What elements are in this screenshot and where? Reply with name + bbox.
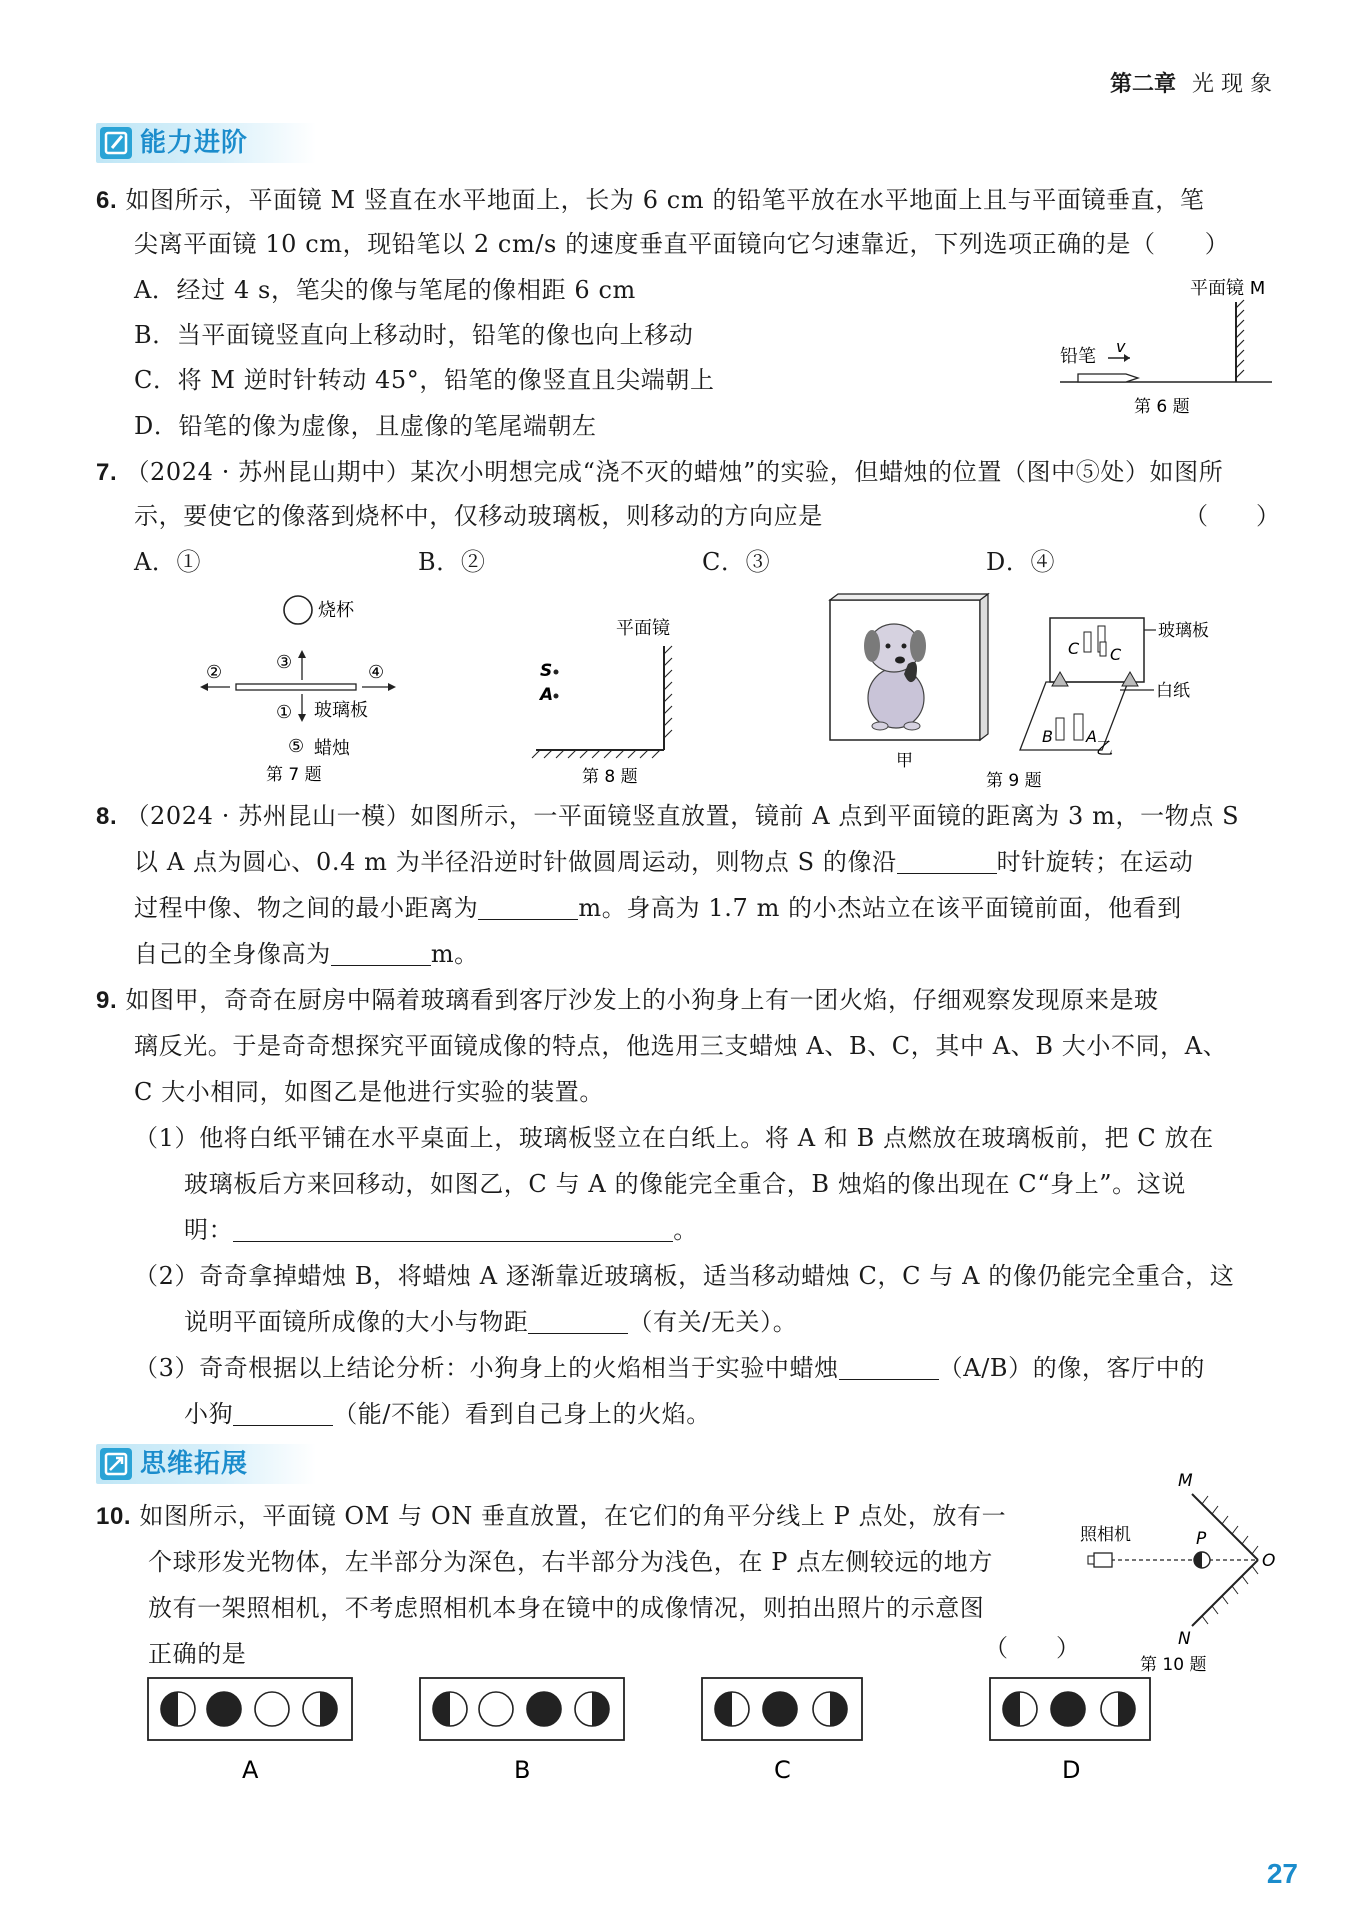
camera-icon: [1094, 1553, 1112, 1567]
point-m-label: M: [1178, 1471, 1193, 1491]
figure-caption: 第 9 题: [986, 771, 1042, 790]
question-6-line-2: 尖离平面镜 10 cm，现铅笔以 2 cm/s 的速度垂直平面镜向它匀速靠近，下列选项正确的是（ ）: [134, 230, 1230, 258]
figure-q7: [190, 588, 430, 788]
label-3: ③: [276, 652, 293, 673]
figure-q10: [1070, 1464, 1310, 1674]
velocity-label: v: [1116, 337, 1126, 356]
sphere-full-light: [479, 1692, 513, 1726]
q10-choices: [140, 1674, 1160, 1794]
q6-option-c: C．将 M 逆时针转动 45°，铅笔的像竖直且尖端朝上: [134, 366, 715, 394]
page-number: 27: [1266, 1858, 1298, 1889]
choice-d-label: D: [1062, 1756, 1081, 1784]
question-10-line-2: 个球形发光物体，左半部分为深色，右半部分为浅色，在 P 点左侧较远的地方: [148, 1548, 994, 1576]
choice-b-label: B: [514, 1756, 531, 1784]
sphere-full-dark: [763, 1692, 797, 1726]
figure-q9: [820, 590, 1240, 790]
sphere-left-dark: [433, 1692, 467, 1726]
arrow-down-head-icon: [298, 714, 306, 722]
arrow-right-head-icon: [388, 683, 396, 691]
section-title-extension: 思维拓展: [140, 1449, 249, 1479]
figure-q8: [520, 610, 680, 790]
q9-sub2-line-1: （2）奇奇拿掉蜡烛 B，将蜡烛 A 逐渐靠近玻璃板，适当移动蜡烛 C，C 与 A 的像仍能完全重合，这: [134, 1262, 1235, 1290]
beaker-circle: [284, 596, 312, 624]
question-number: 7.: [96, 459, 118, 486]
question-number: 9.: [96, 987, 118, 1014]
sphere-right-dark: [575, 1692, 609, 1726]
point-a: [554, 694, 559, 699]
label-a: A: [1086, 727, 1097, 746]
answer-blank-can-see[interactable]: [233, 1401, 333, 1426]
sphere-right-dark: [1101, 1692, 1135, 1726]
q7-option-a: A．①: [134, 548, 202, 576]
choice-c-label: C: [774, 1756, 791, 1784]
label-5: ⑤: [288, 736, 305, 757]
candle-a: [1074, 714, 1083, 740]
answer-blank-related[interactable]: [528, 1309, 628, 1334]
arrow-up-head-icon: [298, 650, 306, 658]
figure-yi-label: 乙: [1096, 739, 1113, 759]
candle-c1: [1084, 632, 1091, 652]
choice-a-option[interactable]: [148, 1678, 352, 1740]
label-2: ②: [206, 662, 223, 683]
label-4: ④: [368, 662, 385, 683]
question-7-line-1: 7. （2024 · 苏州昆山期中）某次小明想完成“浇不灭的蜡烛”的实验，但蜡烛的位置（图中⑤处）如图所: [96, 458, 1224, 486]
question-8-line-4: 自己的全身像高为 m。: [134, 940, 479, 968]
point-s: [554, 670, 559, 675]
sphere-right-dark: [813, 1692, 847, 1726]
pencil-shape: [1078, 374, 1138, 382]
question-8-line-1: 8. （2024 · 苏州昆山一模）如图所示，一平面镜竖直放置，镜前 A 点到平面镜的距离为 3 m，一物点 S: [96, 802, 1240, 830]
stand-right: [1122, 672, 1138, 686]
point-n-label: N: [1178, 1629, 1191, 1649]
q9-sub2-line-2: 说明平面镜所成像的大小与物距 （有关/无关）。: [184, 1308, 798, 1336]
q7-option-d: D．④: [986, 548, 1056, 576]
sphere-left-dark: [161, 1692, 195, 1726]
question-number: 8.: [96, 803, 118, 830]
figure-caption: 第 6 题: [1134, 397, 1190, 417]
answer-blank-direction[interactable]: [897, 849, 997, 874]
window-frame-top: [830, 594, 988, 600]
question-7-line-2: 示，要使它的像落到烧杯中，仅移动玻璃板，则移动的方向应是: [134, 502, 823, 530]
question-10-line-3: 放有一架照相机，不考虑照相机本身在镜中的成像情况，则拍出照片的示意图: [148, 1594, 985, 1622]
question-number: 10.: [96, 1503, 132, 1530]
section-title-advanced: 能力进阶: [140, 128, 249, 158]
question-10-line-1: 10. 如图所示，平面镜 OM 与 ON 垂直放置，在它们的角平分线上 P 点处，放有一: [96, 1502, 1007, 1530]
beaker-label: 烧杯: [318, 600, 354, 621]
rocket-icon: [100, 1448, 132, 1480]
mirror-hatch: [664, 646, 672, 738]
point-a-label: A: [540, 685, 554, 705]
label-1: ①: [276, 702, 293, 723]
point-p-label: P: [1196, 1529, 1207, 1549]
answer-blank-candle[interactable]: [839, 1355, 939, 1380]
figure-q6: [1050, 270, 1280, 420]
q7-option-b: B．②: [418, 548, 486, 576]
page-header: [1110, 70, 1272, 100]
section-banner-extension: [96, 1444, 316, 1484]
pencil-label: 铅笔: [1060, 346, 1096, 367]
chapter-title: 光 现 象: [1192, 72, 1272, 97]
label-b: B: [1042, 727, 1053, 746]
answer-blank-conclusion[interactable]: [233, 1217, 673, 1242]
q6-option-a: A．经过 4 s，笔尖的像与笔尾的像相距 6 cm: [134, 276, 636, 304]
candle-b: [1056, 718, 1064, 740]
sphere-right-dark: [303, 1692, 337, 1726]
q9-sub1-line-2: 玻璃板后方来回移动，如图乙，C 与 A 的像能完全重合，B 烛焰的像出现在 C“身上”。这说: [184, 1170, 1186, 1198]
paper-label: 白纸: [1156, 681, 1190, 701]
sphere-full-dark: [527, 1692, 561, 1726]
question-9-line-2: 璃反光。于是奇奇想探究平面镜成像的特点，他选用三支蜡烛 A、B、C，其中 A、B 大小不同，A、: [134, 1032, 1228, 1060]
camera-label: 照相机: [1080, 1525, 1131, 1545]
question-8-line-2: 以 A 点为圆心、0.4 m 为半径沿逆时针做圆周运动，则物点 S 的像沿 时针旋转；在运动: [134, 848, 1194, 876]
choice-b-option[interactable]: [420, 1678, 624, 1740]
glass-label: 玻璃板: [314, 700, 368, 721]
stand-left: [1052, 672, 1068, 686]
point-o-label: O: [1262, 1551, 1276, 1571]
answer-blank-image-height[interactable]: [331, 941, 431, 966]
section-banner-advanced: [96, 123, 316, 163]
q6-option-d: D．铅笔的像为虚像，且虚像的笔尾端朝左: [134, 412, 597, 440]
question-9-line-1: 9. 如图甲，奇奇在厨房中隔着玻璃看到客厅沙发上的小狗身上有一团火焰，仔细观察发现原来是玻: [96, 986, 1159, 1014]
choice-a-label: A: [242, 1756, 259, 1784]
sphere-left-dark: [1003, 1692, 1037, 1726]
q7-option-c: C．③: [702, 548, 771, 576]
arrow-left-head-icon: [200, 683, 208, 691]
chapter-label: 第二章: [1109, 72, 1176, 97]
candle-label: 蜡烛: [314, 738, 350, 759]
choice-d-option[interactable]: [990, 1678, 1150, 1740]
sphere-full-dark: [1051, 1692, 1085, 1726]
question-9-line-3: C 大小相同，如图乙是他进行实验的装置。: [134, 1078, 604, 1106]
label-c1: C: [1068, 639, 1080, 658]
sphere-dark-half: [1194, 1552, 1202, 1568]
figure-jia-label: 甲: [896, 751, 913, 771]
glass-label: 玻璃板: [1158, 621, 1209, 641]
answer-parentheses: （ ）: [984, 1634, 1080, 1662]
q9-sub1-line-3: 明： 。: [184, 1216, 698, 1244]
q9-sub1-line-1: （1）他将白纸平铺在水平桌面上，玻璃板竖立在白纸上。将 A 和 B 点燃放在玻璃板前，把 C 放在: [134, 1124, 1214, 1152]
figure-caption: 第 10 题: [1140, 1655, 1207, 1674]
point-s-label: S: [540, 661, 553, 681]
sphere-full-dark: [207, 1692, 241, 1726]
candle-image: [1100, 642, 1106, 656]
question-number: 6.: [96, 187, 118, 214]
question-8-line-3: 过程中像、物之间的最小距离为 m。身高为 1.7 m 的小杰站立在该平面镜前面，他看到: [134, 894, 1182, 922]
mirror-hatch: [1236, 300, 1244, 378]
camera-lens-icon: [1088, 1556, 1094, 1564]
sphere-full-light: [255, 1692, 289, 1726]
mirror-label: 平面镜 M: [1190, 278, 1266, 299]
mirror-label: 平面镜: [616, 618, 670, 639]
q6-option-b: B．当平面镜竖直向上移动时，铅笔的像也向上移动: [134, 321, 694, 349]
figure-caption: 第 8 题: [582, 767, 638, 787]
sphere-left-dark: [715, 1692, 749, 1726]
floor-hatch: [532, 750, 660, 758]
answer-parentheses: （ ）: [1184, 502, 1280, 530]
pencil-icon: [100, 127, 132, 159]
question-10-line-4: 正确的是: [148, 1640, 247, 1668]
glass-plate: [236, 684, 356, 690]
answer-blank-min-distance[interactable]: [478, 895, 578, 920]
figure-caption: 第 7 题: [266, 765, 322, 785]
choice-c-option[interactable]: [702, 1678, 862, 1740]
label-c2: C: [1110, 645, 1122, 664]
q9-sub3-line-2: 小狗 （能/不能）看到自己身上的火焰。: [184, 1400, 711, 1428]
window-frame-side: [980, 594, 988, 740]
q9-sub3-line-1: （3）奇奇根据以上结论分析：小狗身上的火焰相当于实验中蜡烛 （A/B）的像，客厅中的: [134, 1354, 1205, 1382]
question-6-line-1: 6. 如图所示，平面镜 M 竖直在水平地面上，长为 6 cm 的铅笔平放在水平地面上且与平面镜垂直，笔: [96, 186, 1205, 214]
